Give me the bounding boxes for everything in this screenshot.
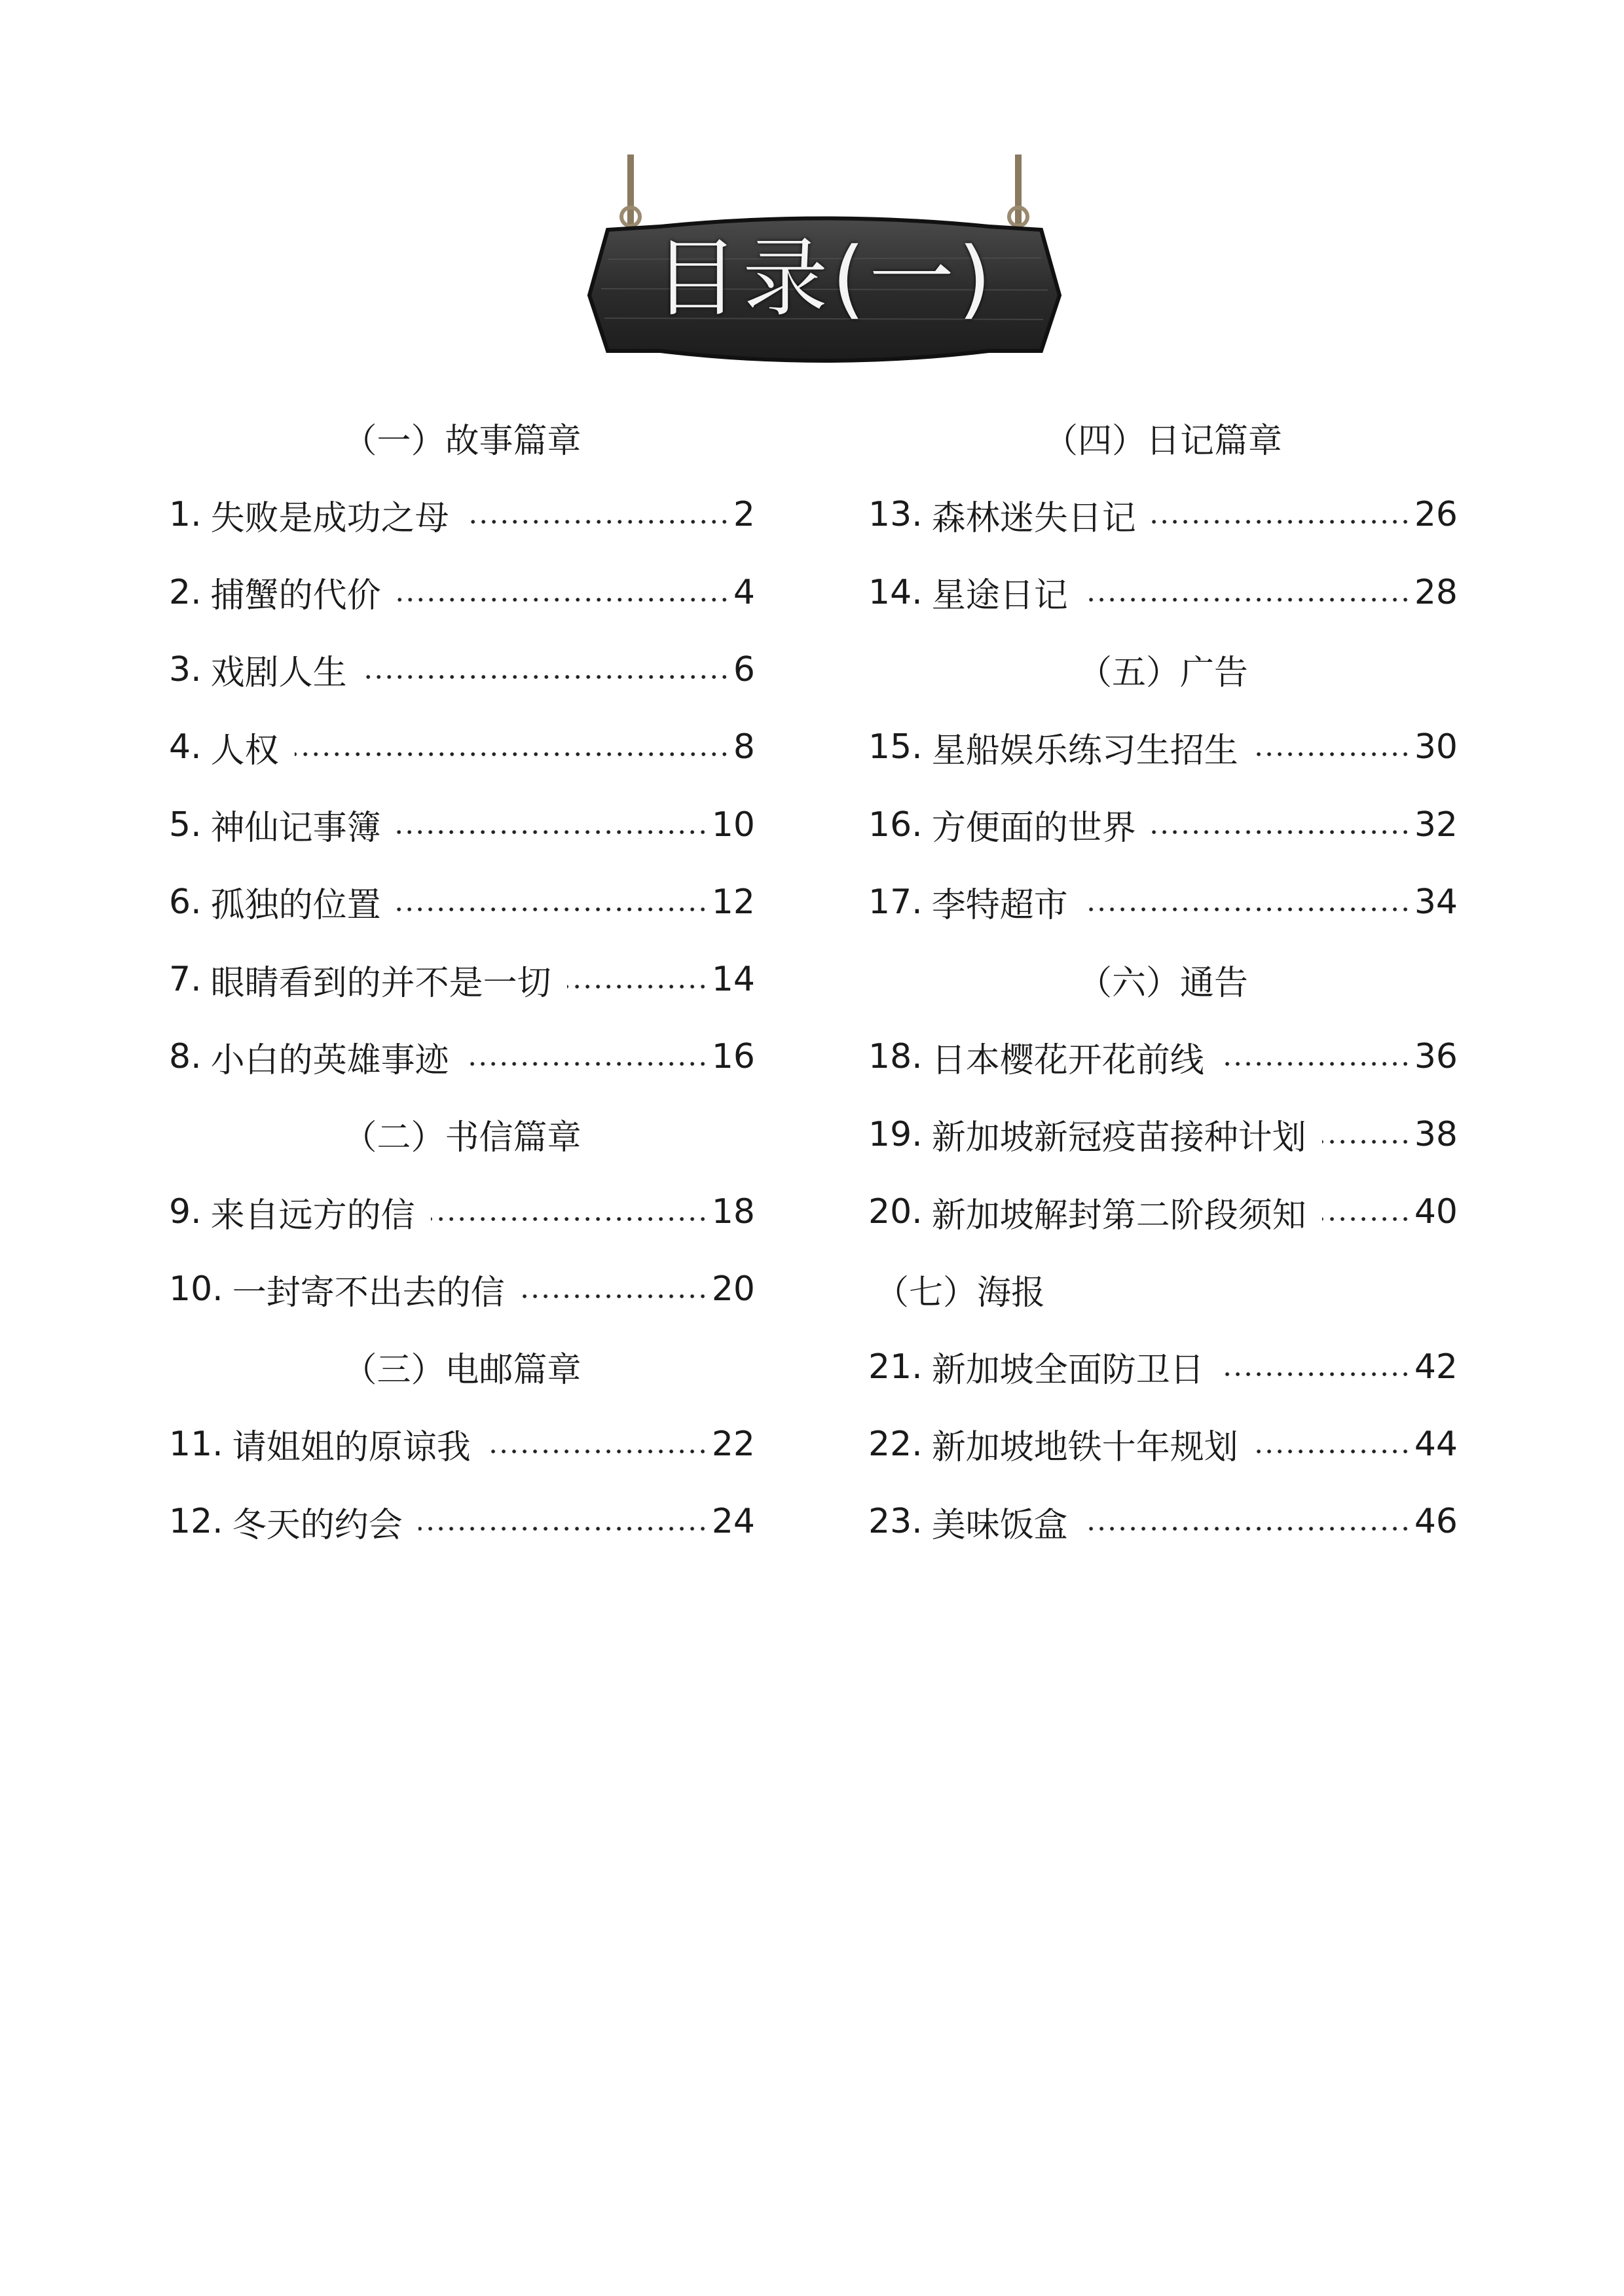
entry-title: 来自远方的信 <box>210 1195 415 1235</box>
toc-entry[interactable] <box>169 1492 755 1551</box>
page-title: 目录(一) <box>654 228 995 328</box>
toc-entry[interactable] <box>169 640 755 699</box>
entry-number: 18. <box>868 1037 923 1077</box>
dot-leader <box>465 1062 708 1066</box>
dot-leader <box>1322 1140 1411 1144</box>
entry-number: 3. <box>169 649 202 689</box>
entry-page-number: 34 <box>1414 882 1458 922</box>
entry-number: 7. <box>169 960 202 1000</box>
entry-title: 眼睛看到的并不是一切 <box>210 963 551 1003</box>
entry-title: 人权 <box>210 731 279 771</box>
section-heading: （六）通告 <box>1077 963 1248 1003</box>
toc-entry[interactable] <box>868 1492 1458 1551</box>
entry-number: 16. <box>868 805 923 845</box>
toc-entry[interactable] <box>868 1105 1458 1164</box>
entry-number: 20. <box>868 1192 923 1231</box>
entry-title: 美味饭盒 <box>931 1505 1068 1545</box>
entry-number: 13. <box>868 495 923 535</box>
entry-page-number: 26 <box>1414 495 1458 535</box>
entry-number: 23. <box>868 1502 923 1542</box>
entry-page-number: 16 <box>711 1037 755 1077</box>
toc-entry[interactable] <box>169 718 755 776</box>
entry-title: 新加坡地铁十年规划 <box>931 1428 1238 1468</box>
toc-entry[interactable] <box>868 873 1458 932</box>
dot-leader <box>567 985 708 989</box>
dot-leader <box>1220 1372 1411 1376</box>
entry-page-number: 12 <box>711 882 755 922</box>
entry-page-number: 14 <box>711 960 755 1000</box>
section-heading: （一）故事篇章 <box>342 421 581 461</box>
entry-number: 12. <box>169 1502 223 1542</box>
entry-title: 日本樱花开花前线 <box>931 1040 1204 1080</box>
toc-entry[interactable] <box>169 1415 755 1474</box>
entry-title: 戏剧人生 <box>210 653 347 693</box>
dot-leader <box>363 675 729 679</box>
entry-number: 2. <box>169 572 202 612</box>
dot-leader <box>1152 520 1411 524</box>
toc-entry[interactable] <box>169 563 755 622</box>
dot-leader <box>1152 830 1411 834</box>
entry-number: 15. <box>868 727 923 767</box>
entry-page-number: 40 <box>1414 1192 1458 1231</box>
entry-title: 新加坡新冠疫苗接种计划 <box>931 1118 1306 1158</box>
toc-entry[interactable] <box>868 1415 1458 1474</box>
toc-entry[interactable] <box>868 1027 1458 1086</box>
entry-title: 孤独的位置 <box>210 886 381 926</box>
dot-leader <box>1084 907 1411 911</box>
entry-page-number: 20 <box>711 1269 755 1309</box>
dot-leader <box>1084 598 1411 602</box>
entry-title: 森林迷失日记 <box>931 498 1136 538</box>
entry-title: 请姐姐的原谅我 <box>232 1428 471 1468</box>
entry-number: 14. <box>868 572 923 612</box>
entry-page-number: 42 <box>1414 1347 1458 1387</box>
section-heading: （二）书信篇章 <box>342 1118 581 1158</box>
entry-number: 21. <box>868 1347 923 1387</box>
entry-title: 新加坡全面防卫日 <box>931 1351 1204 1391</box>
section-heading: （四）日记篇章 <box>1043 421 1282 461</box>
entry-page-number: 4 <box>733 572 755 612</box>
dot-leader <box>397 598 729 602</box>
entry-title: 星途日记 <box>931 576 1068 616</box>
toc-entry[interactable] <box>169 1260 755 1319</box>
dot-leader <box>1220 1062 1411 1066</box>
toc-entry[interactable] <box>868 563 1458 622</box>
entry-title: 失败是成功之母 <box>210 498 449 538</box>
entry-number: 4. <box>169 727 202 767</box>
toc-entry[interactable] <box>169 795 755 854</box>
section-heading: （五）广告 <box>1077 653 1248 693</box>
entry-page-number: 6 <box>733 649 755 689</box>
entry-number: 1. <box>169 495 202 535</box>
entry-page-number: 28 <box>1414 572 1458 612</box>
section-heading: （三）电邮篇章 <box>342 1351 581 1391</box>
dot-leader <box>1254 752 1411 756</box>
entry-page-number: 22 <box>711 1424 755 1464</box>
toc-entry[interactable] <box>868 718 1458 776</box>
entry-title: 冬天的约会 <box>232 1505 403 1545</box>
entry-number: 9. <box>169 1192 202 1231</box>
entry-number: 19. <box>868 1114 923 1154</box>
entry-page-number: 18 <box>711 1192 755 1231</box>
section-heading: （七）海报 <box>875 1273 1046 1313</box>
entry-number: 6. <box>169 882 202 922</box>
toc-entry[interactable] <box>169 873 755 932</box>
toc-entry[interactable] <box>169 1182 755 1241</box>
dot-leader <box>397 907 708 911</box>
entry-title: 新加坡解封第二阶段须知 <box>931 1195 1306 1235</box>
entry-number: 5. <box>169 805 202 845</box>
toc-entry[interactable] <box>868 1338 1458 1396</box>
entry-page-number: 10 <box>711 805 755 845</box>
entry-number: 17. <box>868 882 923 922</box>
entry-number: 8. <box>169 1037 202 1077</box>
entry-title: 方便面的世界 <box>931 809 1136 848</box>
entry-page-number: 8 <box>733 727 755 767</box>
dot-leader <box>1322 1217 1411 1221</box>
dot-leader <box>1254 1449 1411 1453</box>
entry-title: 神仙记事簿 <box>210 809 381 848</box>
entry-number: 10. <box>169 1269 223 1309</box>
dot-leader <box>431 1217 708 1221</box>
dot-leader <box>418 1527 708 1531</box>
dot-leader <box>487 1449 708 1453</box>
toc-entry[interactable] <box>169 1027 755 1086</box>
dot-leader <box>465 520 729 524</box>
entry-title: 李特超市 <box>931 886 1068 926</box>
toc-entry[interactable] <box>868 1182 1458 1241</box>
entry-title: 小白的英雄事迹 <box>210 1040 449 1080</box>
entry-page-number: 30 <box>1414 727 1458 767</box>
entry-page-number: 44 <box>1414 1424 1458 1464</box>
entry-title: 捕蟹的代价 <box>210 576 381 616</box>
entry-page-number: 38 <box>1414 1114 1458 1154</box>
toc-entry[interactable] <box>868 485 1458 544</box>
entry-number: 22. <box>868 1424 923 1464</box>
entry-page-number: 24 <box>711 1502 755 1542</box>
entry-title: 一封寄不出去的信 <box>232 1273 505 1313</box>
entry-page-number: 46 <box>1414 1502 1458 1542</box>
toc-entry[interactable] <box>169 950 755 1009</box>
entry-page-number: 36 <box>1414 1037 1458 1077</box>
entry-number: 11. <box>169 1424 223 1464</box>
dot-leader <box>397 830 708 834</box>
entry-page-number: 32 <box>1414 805 1458 845</box>
entry-title: 星船娱乐练习生招生 <box>931 731 1238 771</box>
toc-entry[interactable] <box>868 795 1458 854</box>
dot-leader <box>1084 1527 1411 1531</box>
entry-page-number: 2 <box>733 495 755 535</box>
toc-entry[interactable] <box>169 485 755 544</box>
dot-leader <box>295 752 729 756</box>
dot-leader <box>521 1294 708 1298</box>
